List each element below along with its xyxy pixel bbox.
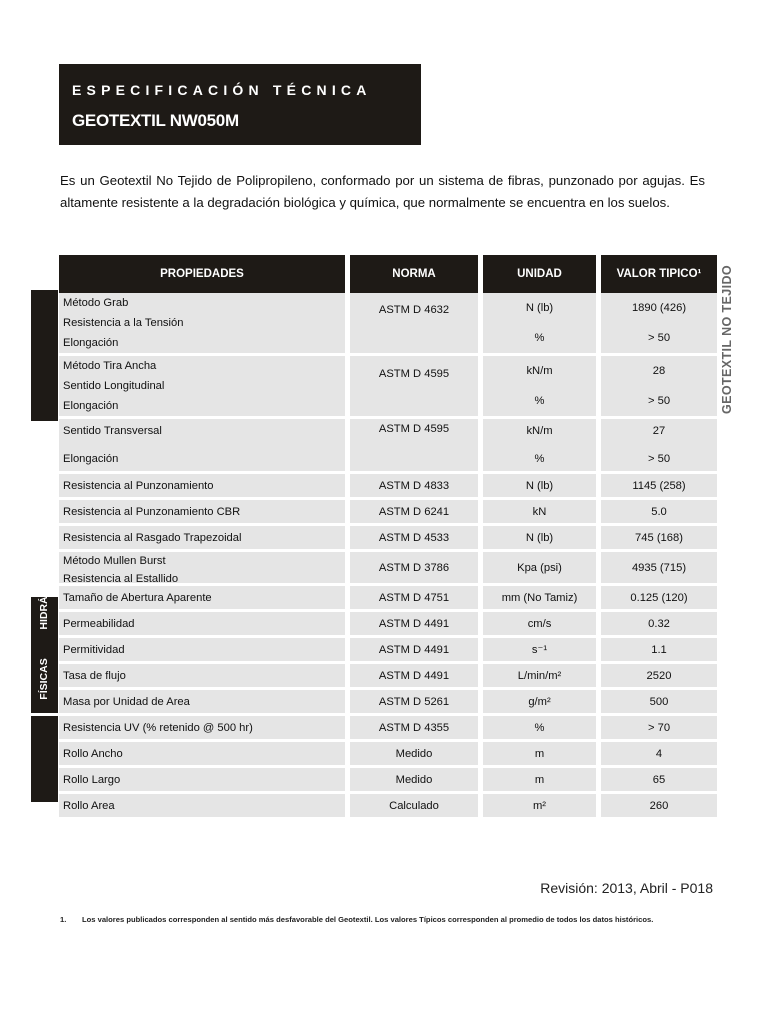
norma-cell: ASTM D 4491 xyxy=(350,664,483,690)
unit-cell: s⁻¹ xyxy=(483,638,601,664)
value-cell xyxy=(601,419,717,474)
property-label: Masa por Unidad de Area xyxy=(63,695,190,708)
property-label: Elongación xyxy=(63,337,119,349)
table-row xyxy=(59,690,717,716)
table-row xyxy=(59,356,717,419)
norma-cell: Medido xyxy=(350,742,483,768)
property-label: Tasa de flujo xyxy=(63,669,126,682)
norma-cell: ASTM D 4833 xyxy=(350,474,483,500)
property-label: Rollo Area xyxy=(63,799,115,812)
property-label: Método Mullen Burst xyxy=(63,555,166,567)
value-cell: 260 xyxy=(601,794,717,820)
unit-cell: m² xyxy=(483,794,601,820)
table-row xyxy=(59,586,717,612)
header-valor: VALOR TIPICO¹ xyxy=(601,255,717,293)
norma-cell: ASTM D 4751 xyxy=(350,586,483,612)
unit-cell xyxy=(483,293,601,356)
norma-cell: ASTM D 6241 xyxy=(350,500,483,526)
unit-cell: g/m² xyxy=(483,690,601,716)
norma-cell: ASTM D 4355 xyxy=(350,716,483,742)
unit-cell: kN xyxy=(483,500,601,526)
property-label: Método Tira Ancha xyxy=(63,360,157,372)
property-cell xyxy=(59,500,350,526)
value-cell: 1145 (258) xyxy=(601,474,717,500)
property-label: Rollo Ancho xyxy=(63,747,123,760)
norma-cell: ASTM D 4491 xyxy=(350,612,483,638)
unit-value: % xyxy=(534,453,545,465)
property-cell xyxy=(59,552,350,586)
table-row xyxy=(59,526,717,552)
property-cell xyxy=(59,690,350,716)
table-row xyxy=(59,768,717,794)
norma-cell: ASTM D 4491 xyxy=(350,638,483,664)
value-cell: 0.32 xyxy=(601,612,717,638)
property-cell xyxy=(59,794,350,820)
unit-cell: L/min/m² xyxy=(483,664,601,690)
property-label: Tamaño de Abertura Aparente xyxy=(63,591,212,604)
table-row xyxy=(59,419,717,474)
table-row xyxy=(59,664,717,690)
norma-value: ASTM D 4595 xyxy=(378,368,450,380)
table-row xyxy=(59,638,717,664)
unit-cell: % xyxy=(483,716,601,742)
property-label: Resistencia al Rasgado Trapezoidal xyxy=(63,531,242,544)
table-row xyxy=(59,612,717,638)
title-block xyxy=(59,64,421,145)
property-label: Elongación xyxy=(63,400,119,412)
norma-cell xyxy=(350,293,483,356)
table-row xyxy=(59,742,717,768)
property-label: Resistencia al Punzonamiento CBR xyxy=(63,505,241,518)
unit-value: % xyxy=(534,332,545,344)
property-cell xyxy=(59,356,350,419)
table-row xyxy=(59,552,717,586)
table-row xyxy=(59,474,717,500)
property-label: Sentido Transversal xyxy=(63,425,162,437)
norma-value: ASTM D 4632 xyxy=(378,304,450,316)
unit-cell xyxy=(483,356,601,419)
typical-value: > 50 xyxy=(647,453,671,465)
norma-cell: ASTM D 5261 xyxy=(350,690,483,716)
value-cell: 4935 (715) xyxy=(601,552,717,586)
category-label-hydraulic: HIDRÁ xyxy=(38,596,50,630)
value-cell: 2520 xyxy=(601,664,717,690)
norma-value: ASTM D 4595 xyxy=(378,423,450,435)
typical-value: 28 xyxy=(652,365,666,377)
property-cell xyxy=(59,419,350,474)
unit-cell: N (lb) xyxy=(483,526,601,552)
property-cell xyxy=(59,474,350,500)
norma-cell: Calculado xyxy=(350,794,483,820)
table-row xyxy=(59,794,717,820)
property-label: Rollo Largo xyxy=(63,773,121,786)
document-kicker: ESPECIFICACIÓN TÉCNICA xyxy=(72,82,372,98)
norma-cell: ASTM D 4533 xyxy=(350,526,483,552)
property-cell xyxy=(59,664,350,690)
property-cell xyxy=(59,716,350,742)
unit-cell: m xyxy=(483,768,601,794)
unit-cell: mm (No Tamiz) xyxy=(483,586,601,612)
value-cell: 500 xyxy=(601,690,717,716)
value-cell: 745 (168) xyxy=(601,526,717,552)
typical-value: 27 xyxy=(652,425,666,437)
norma-cell: ASTM D 3786 xyxy=(350,552,483,586)
property-label: Sentido Longitudinal xyxy=(63,380,165,392)
category-bar-physical xyxy=(31,716,58,802)
unit-cell: m xyxy=(483,742,601,768)
property-label: Resistencia UV (% retenido @ 500 hr) xyxy=(63,721,253,734)
property-cell xyxy=(59,742,350,768)
unit-value: kN/m xyxy=(526,365,553,377)
property-label: Permeabilidad xyxy=(63,617,135,630)
category-bar-physical-hydraulic xyxy=(31,597,58,713)
property-cell xyxy=(59,612,350,638)
property-cell xyxy=(59,768,350,794)
footnote-number: 1. xyxy=(60,915,67,924)
norma-cell: Medido xyxy=(350,768,483,794)
property-cell xyxy=(59,526,350,552)
property-label: Elongación xyxy=(63,453,119,465)
footnote-text: Los valores publicados corresponden al sentido más desfavorable del Geotextil. Los valores Típicos corresponden al promedio de todos los datos históricos. xyxy=(82,915,654,924)
unit-cell: N (lb) xyxy=(483,474,601,500)
unit-cell: cm/s xyxy=(483,612,601,638)
value-cell: 65 xyxy=(601,768,717,794)
typical-value: 1890 (426) xyxy=(631,302,687,314)
spec-table-header xyxy=(59,255,717,293)
typical-value: > 50 xyxy=(647,332,671,344)
property-cell xyxy=(59,586,350,612)
table-row xyxy=(59,293,717,356)
table-row xyxy=(59,500,717,526)
property-label: Resistencia al Punzonamiento xyxy=(63,479,214,492)
norma-cell xyxy=(350,419,483,474)
unit-value: N (lb) xyxy=(525,302,554,314)
value-cell: 4 xyxy=(601,742,717,768)
intro-paragraph: Es un Geotextil No Tejido de Polipropileno, conformado por un sistema de fibras, punzonado por agujas. Es altamente resistente a la degradación biológica y química, que normalmente se encuentra en los suelos. xyxy=(60,173,705,210)
value-cell xyxy=(601,293,717,356)
unit-cell: Kpa (psi) xyxy=(483,552,601,586)
value-cell: 1.1 xyxy=(601,638,717,664)
unit-value: % xyxy=(534,395,545,407)
header-propiedades: PROPIEDADES xyxy=(59,255,350,293)
property-cell xyxy=(59,293,350,356)
side-product-title: GEOTEXTIL NO TEJIDO xyxy=(720,264,734,414)
footnote xyxy=(60,914,716,925)
value-cell: 5.0 xyxy=(601,500,717,526)
property-label: Resistencia al Estallido xyxy=(63,573,179,583)
header-unidad: UNIDAD xyxy=(483,255,601,293)
norma-cell xyxy=(350,356,483,419)
value-cell: > 70 xyxy=(601,716,717,742)
category-bar-mechanical xyxy=(31,290,58,421)
property-cell xyxy=(59,638,350,664)
typical-value: > 50 xyxy=(647,395,671,407)
table-row xyxy=(59,716,717,742)
value-cell xyxy=(601,356,717,419)
unit-value: kN/m xyxy=(526,425,553,437)
spec-table xyxy=(59,255,717,820)
category-label-physical: FÍSICAS xyxy=(38,658,50,700)
product-name: GEOTEXTIL NW050M xyxy=(72,111,239,130)
revision-note: Revisión: 2013, Abril - P018 xyxy=(540,880,713,896)
property-label: Método Grab xyxy=(63,297,129,309)
header-norma: NORMA xyxy=(350,255,483,293)
property-label: Resistencia a la Tensión xyxy=(63,317,184,329)
unit-cell xyxy=(483,419,601,474)
property-label: Permitividad xyxy=(63,643,125,656)
value-cell: 0.125 (120) xyxy=(601,586,717,612)
